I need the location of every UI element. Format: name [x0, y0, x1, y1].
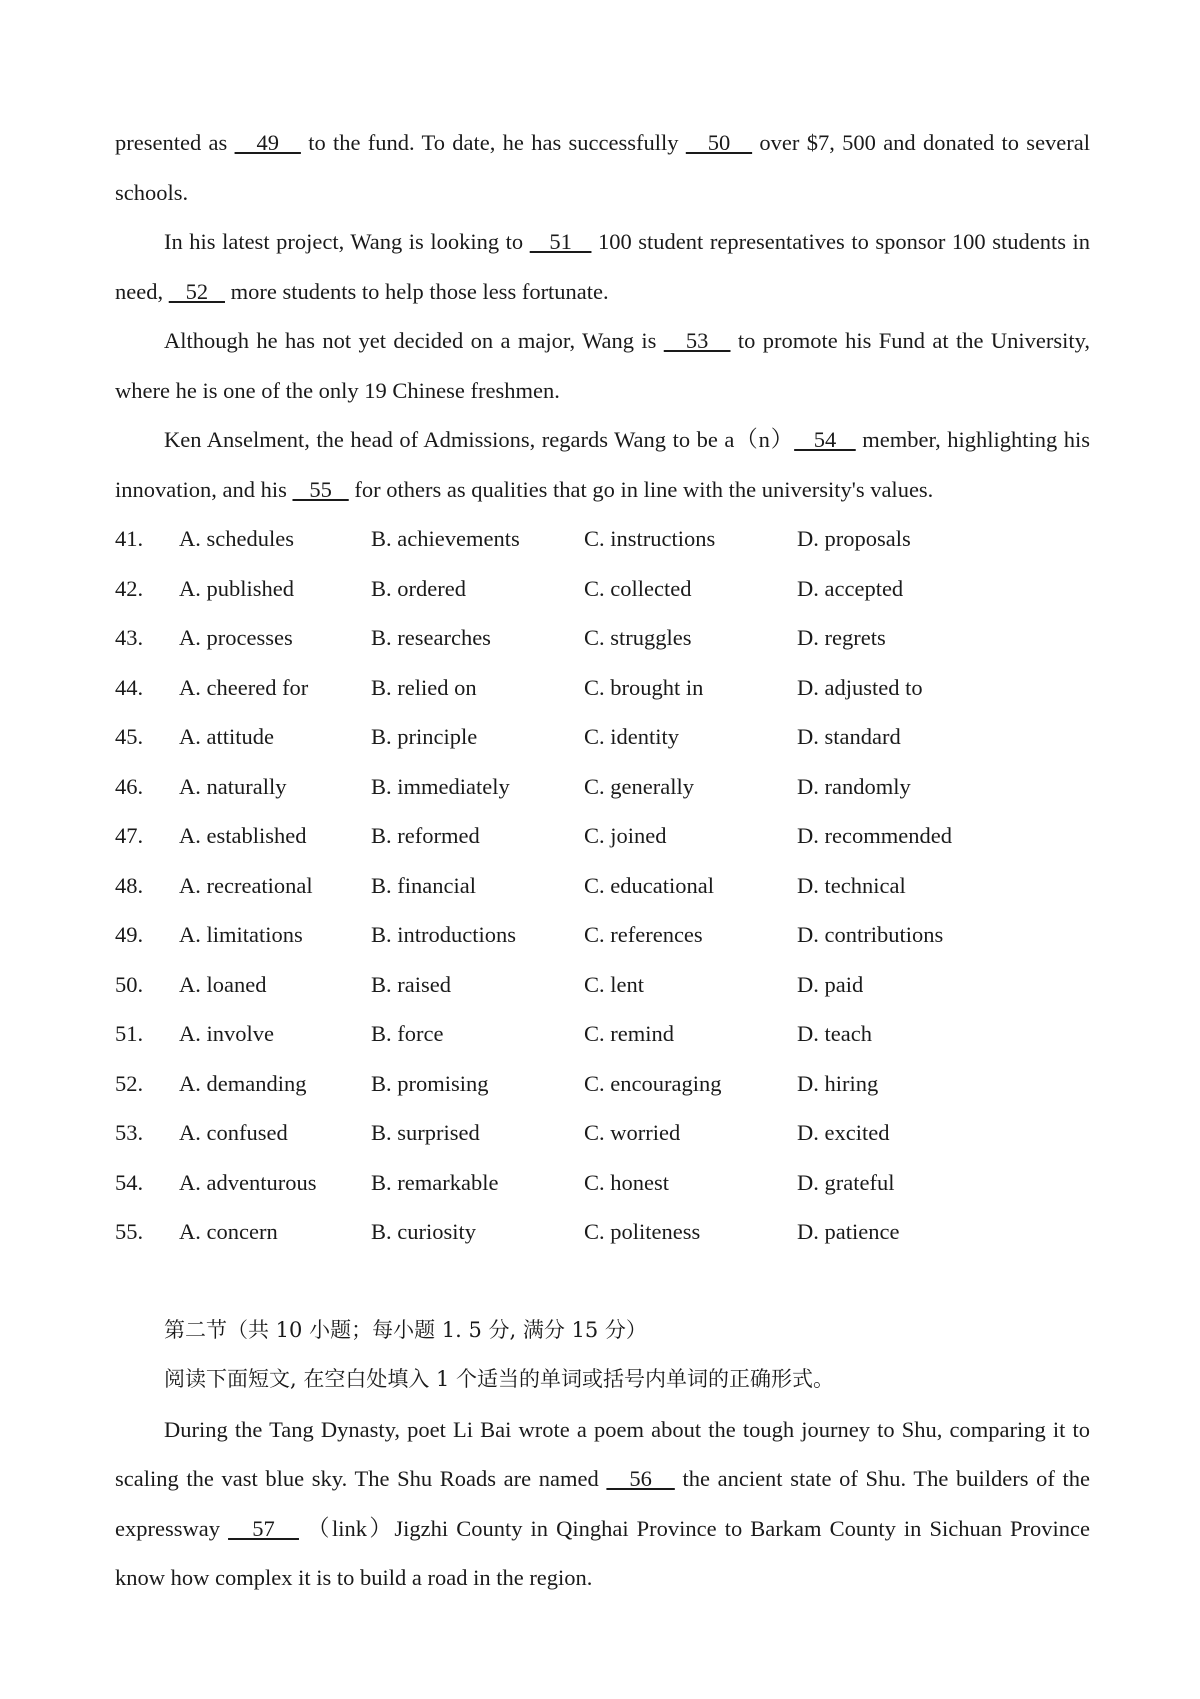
option-b: B. ordered [371, 575, 466, 601]
option-row [115, 960, 1090, 1010]
option-c: C. brought in [584, 674, 704, 700]
passage-paragraph-5 [115, 1405, 1090, 1603]
text-run: 100 student representatives to sponsor 100 students in need, [115, 229, 1090, 304]
option-b: B. financial [371, 872, 476, 898]
option-b: B. relied on [371, 674, 477, 700]
blank-49: 49 [234, 130, 301, 155]
question-number: 45. [115, 724, 144, 749]
option-d: D. proposals [797, 526, 911, 551]
option-a: A. limitations [179, 922, 303, 947]
blank-52: 52 [168, 278, 225, 304]
option-row [115, 564, 1090, 614]
option-b: B. researches [371, 625, 491, 650]
question-number: 53. [115, 1120, 144, 1145]
option-d: D. adjusted to [797, 674, 923, 700]
option-b: B. remarkable [371, 1169, 499, 1195]
option-c: C. educational [584, 872, 714, 898]
option-b: B. surprised [371, 1120, 480, 1145]
option-d: D. randomly [797, 773, 911, 799]
option-a: A. adventurous [179, 1169, 317, 1195]
section-spacer [115, 1257, 1090, 1306]
option-b: B. principle [371, 724, 478, 749]
option-a: A. recreational [179, 872, 313, 898]
option-row [115, 1207, 1090, 1257]
option-b: B. achievements [371, 526, 520, 551]
option-c: C. instructions [584, 526, 716, 551]
text-run: to promote his Fund at the University, where he is one of the only 19 Chinese freshmen. [115, 328, 1090, 403]
blank-57: 57 [228, 1515, 299, 1541]
option-c: C. honest [584, 1169, 670, 1195]
option-a: A. cheered for [179, 674, 309, 700]
section-heading: 第二节（共 10 小题；每小题 1. 5 分, 满分 15 分） [164, 1317, 647, 1342]
section-instruction: 阅读下面短文, 在空白处填入 1 个适当的单词或括号内单词的正确形式。 [164, 1367, 835, 1391]
blank-55: 55 [292, 476, 349, 502]
option-d: D. recommended [797, 823, 952, 848]
option-a: A. loaned [179, 971, 267, 997]
option-c: C. encouraging [584, 1070, 722, 1096]
option-row [115, 712, 1090, 762]
text-run: more students to help those less fortunate. [224, 278, 609, 304]
option-c: C. struggles [584, 625, 692, 650]
option-row [115, 1059, 1090, 1109]
option-a: A. confused [179, 1120, 288, 1145]
blank-51: 51 [529, 229, 592, 254]
question-number: 50. [115, 971, 144, 997]
blank-53: 53 [663, 328, 731, 353]
option-a: A. established [179, 823, 307, 848]
passage-paragraph-2 [115, 217, 1090, 316]
option-b: B. reformed [371, 823, 480, 848]
question-number: 42. [115, 575, 144, 601]
option-c: C. identity [584, 724, 679, 749]
passage-paragraph-1 [115, 118, 1090, 217]
option-row [115, 861, 1090, 911]
option-row [115, 613, 1090, 663]
option-c: C. references [584, 922, 703, 947]
exam-page [115, 118, 1090, 1603]
option-b: B. raised [371, 971, 451, 997]
option-d: D. paid [797, 971, 864, 997]
question-number: 52. [115, 1070, 144, 1096]
option-c: C. politeness [584, 1219, 701, 1244]
option-d: D. teach [797, 1021, 872, 1046]
text-run: In his latest project, Wang is looking to [164, 229, 530, 254]
text-run: Although he has not yet decided on a major, Wang is [164, 328, 664, 353]
option-row [115, 762, 1090, 812]
option-b: B. promising [371, 1070, 489, 1096]
question-number: 49. [115, 922, 144, 947]
option-d: D. technical [797, 872, 906, 898]
passage-paragraph-4 [115, 415, 1090, 514]
option-c: C. remind [584, 1021, 674, 1046]
option-c: C. lent [584, 971, 644, 997]
question-number: 48. [115, 872, 144, 898]
option-a: A. naturally [179, 773, 287, 799]
question-number: 55. [115, 1219, 144, 1244]
text-run: （link）Jigzhi County in Qinghai Province to Barkam County in Sichuan Province know how complex it is to build a road in the region. [115, 1515, 1091, 1590]
option-d: D. accepted [797, 575, 904, 601]
answer-options [115, 514, 1090, 1257]
blank-54: 54 [794, 427, 856, 452]
option-c: C. worried [584, 1120, 681, 1145]
option-b: B. force [371, 1021, 444, 1046]
option-c: C. generally [584, 773, 694, 799]
option-d: D. hiring [797, 1070, 879, 1096]
option-d: D. contributions [797, 922, 944, 947]
option-b: B. curiosity [371, 1219, 476, 1244]
option-a: A. processes [179, 625, 293, 650]
question-number: 47. [115, 823, 144, 848]
option-row [115, 1158, 1090, 1208]
option-d: D. regrets [797, 625, 886, 650]
option-d: D. patience [797, 1219, 900, 1244]
passage-paragraph-3 [115, 316, 1090, 415]
option-a: A. demanding [179, 1070, 307, 1096]
text-run: to the fund. To date, he has successfully [300, 130, 686, 155]
question-number: 51. [115, 1021, 144, 1046]
option-b: B. immediately [371, 773, 510, 799]
text-run: over $7, 500 and donated to several schools. [115, 130, 1091, 205]
text-run: presented as [115, 130, 235, 155]
option-a: A. involve [179, 1021, 274, 1046]
option-a: A. published [179, 575, 294, 601]
text-run: Ken Anselment, the head of Admissions, regards Wang to be a（n） [164, 427, 795, 452]
option-b: B. introductions [371, 922, 516, 947]
option-a: A. attitude [179, 724, 274, 749]
text-run: member, highlighting his innovation, and his [115, 427, 1090, 502]
option-row [115, 514, 1090, 564]
text-run: During the Tang Dynasty, poet Li Bai wrote a poem about the tough journey to Shu, comparing it to scaling the vast blue sky. The Shu Roads are named [115, 1416, 1090, 1491]
question-number: 43. [115, 625, 144, 650]
question-number: 54. [115, 1169, 144, 1195]
option-c: C. joined [584, 823, 667, 848]
option-row [115, 811, 1090, 861]
question-number: 44. [115, 674, 144, 700]
option-c: C. collected [584, 575, 692, 601]
blank-56: 56 [606, 1466, 675, 1491]
option-row [115, 663, 1090, 713]
text-run: the ancient state of Shu. The builders of the expressway [115, 1466, 1091, 1541]
text-run: for others as qualities that go in line with the university's values. [348, 476, 934, 502]
question-number: 41. [115, 526, 144, 551]
option-d: D. grateful [797, 1169, 895, 1195]
option-row [115, 1108, 1090, 1158]
option-d: D. standard [797, 724, 901, 749]
option-a: A. concern [179, 1219, 278, 1244]
option-a: A. schedules [179, 526, 294, 551]
option-row [115, 910, 1090, 960]
question-number: 46. [115, 773, 144, 799]
option-d: D. excited [797, 1120, 890, 1145]
blank-50: 50 [685, 130, 753, 155]
option-row [115, 1009, 1090, 1059]
